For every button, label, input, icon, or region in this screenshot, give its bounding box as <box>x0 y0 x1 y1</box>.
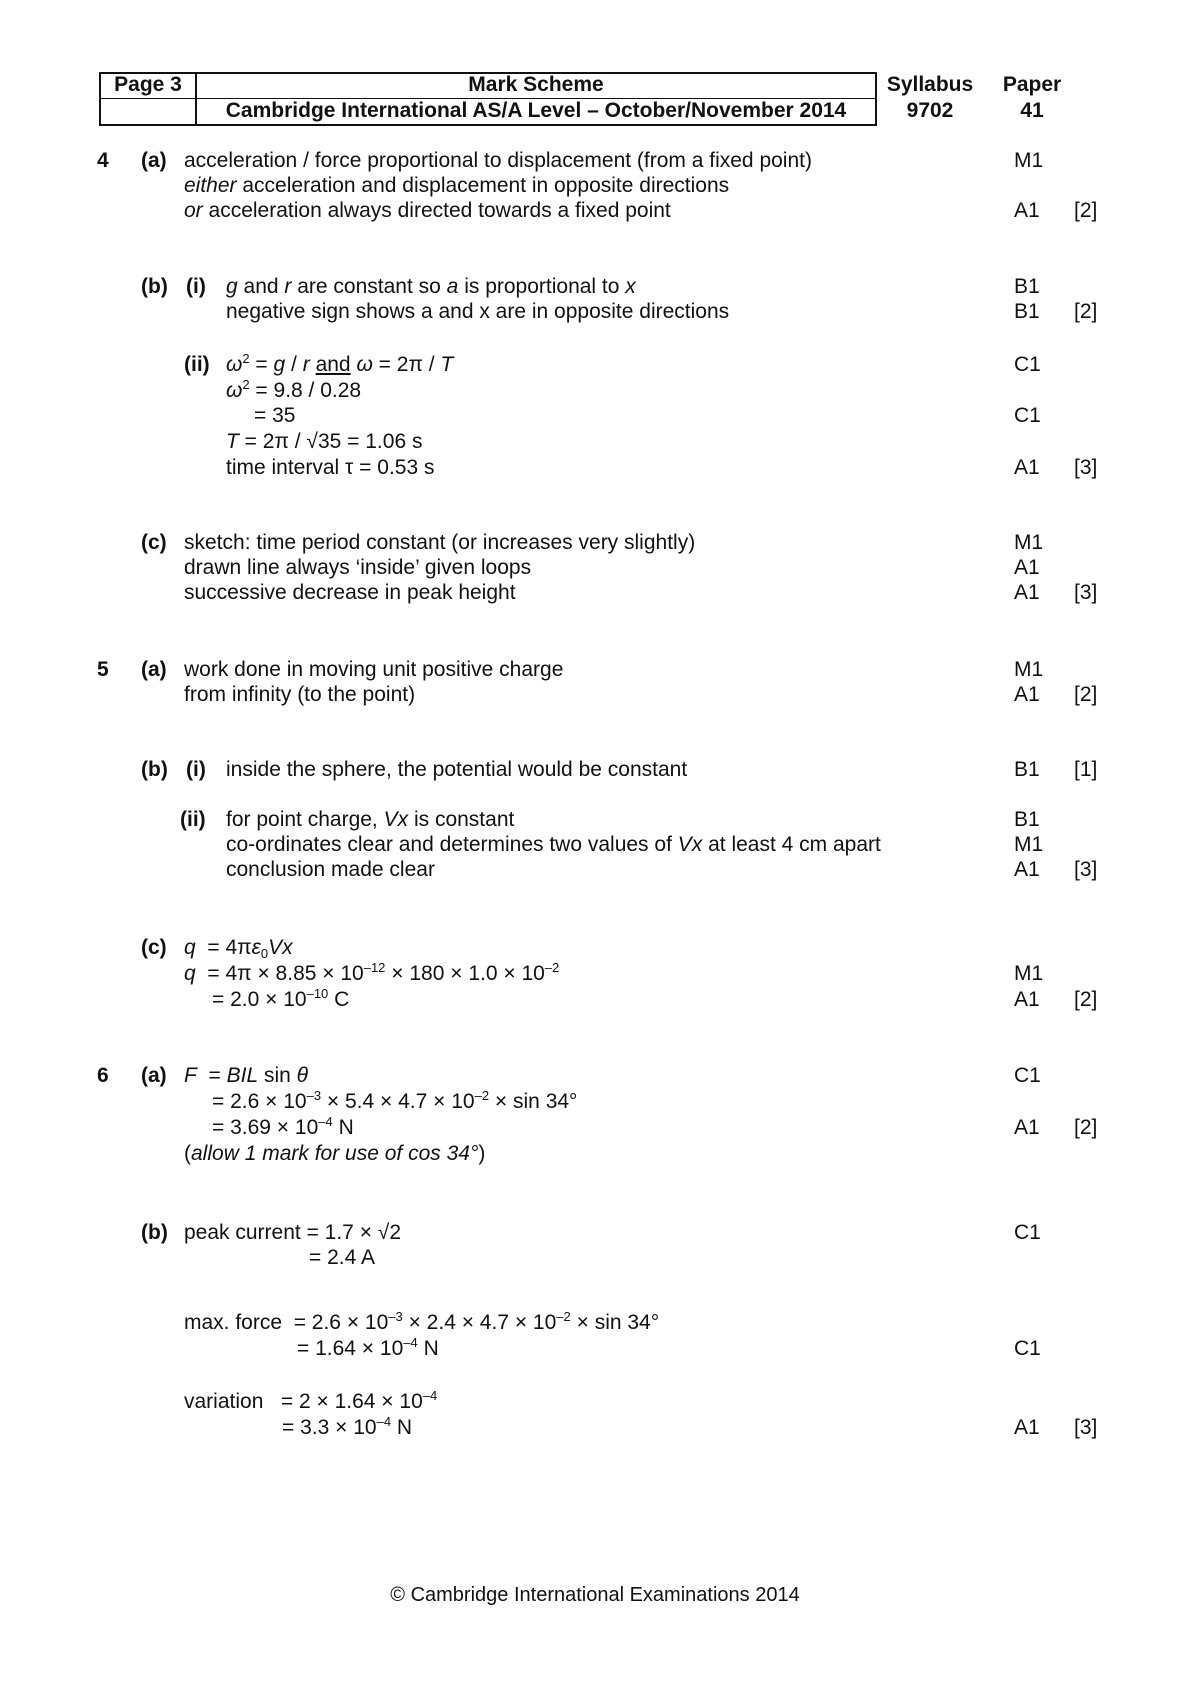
equation-line: peak current = 1.7 × √2 <box>184 1221 401 1244</box>
equation-line: F = BIL sin θ <box>184 1064 309 1087</box>
equation-line: = $3.69 \times 10^{-4}$ N <box>212 1114 354 1139</box>
part-label: (c) <box>141 531 167 554</box>
subpart-label: (i) <box>186 758 206 781</box>
answer-line: successive decrease in peak height <box>184 581 516 604</box>
mark-total: [3] <box>1074 456 1098 479</box>
answer-line: from infinity (to the point) <box>184 683 416 706</box>
answer-line: co-ordinates clear and determines two values of Vx at least 4 cm apart <box>226 833 881 856</box>
copyright-footer: © Cambridge International Examinations 2014 <box>390 1584 800 1606</box>
equation-line: variation = $2 \times 1.64 \times 10^{-4}$ <box>184 1388 438 1413</box>
subpart-label: (ii) <box>180 808 206 831</box>
mark: A1 <box>1014 199 1040 222</box>
mark: B1 <box>1014 275 1040 298</box>
mark: A1 <box>1014 858 1040 881</box>
mark: M1 <box>1014 962 1044 985</box>
answer-line: or acceleration always directed towards a fixed point <box>184 199 671 222</box>
part-label: (a) <box>141 658 167 681</box>
answer-line: negative sign shows a and x are in opposite directions <box>226 300 730 323</box>
paper-number: 41 <box>1020 99 1044 122</box>
page-number: Page 3 <box>114 73 182 96</box>
mark: M1 <box>1014 149 1044 172</box>
mark: M1 <box>1014 833 1044 856</box>
mark-total: [2] <box>1074 300 1098 323</box>
mark: B1 <box>1014 300 1040 323</box>
mark-total: [2] <box>1074 988 1098 1011</box>
subpart-label: (i) <box>186 275 206 298</box>
mark: A1 <box>1014 683 1040 706</box>
mark: A1 <box>1014 1116 1040 1139</box>
equation-line: = $3.3 \times 10^{-4}$ N <box>282 1414 413 1439</box>
mark: C1 <box>1014 1337 1041 1360</box>
answer-line: work done in moving unit positive charge <box>184 658 564 681</box>
answer-line: for point charge, Vx is constant <box>226 808 515 831</box>
mark: A1 <box>1014 456 1040 479</box>
mark-total: [3] <box>1074 581 1098 604</box>
syllabus-label: Syllabus <box>886 73 974 96</box>
mark: C1 <box>1014 353 1041 376</box>
equation-line: time interval τ = 0.53 s <box>226 456 435 479</box>
mark: C1 <box>1014 404 1041 427</box>
part-label: (b) <box>141 758 168 781</box>
mark: C1 <box>1014 1221 1041 1244</box>
mark-total: [2] <box>1074 199 1098 222</box>
doc-title: Mark Scheme <box>468 73 604 96</box>
answer-line: sketch: time period constant (or increases very slightly) <box>184 531 696 554</box>
subpart-label: (ii) <box>184 353 210 376</box>
mark: A1 <box>1014 556 1040 579</box>
equation-line: = $1.64 \times 10^{-4}$ N <box>297 1335 439 1360</box>
answer-line: conclusion made clear <box>226 858 435 881</box>
part-label: (a) <box>141 149 167 172</box>
part-label: (a) <box>141 1064 167 1087</box>
equation-line: $\omega^2 = 9.8 / 0.28$ <box>226 377 362 402</box>
mark-total: [3] <box>1074 858 1098 881</box>
answer-line: acceleration / force proportional to displacement (from a fixed point) <box>184 149 812 172</box>
equation-line: = $2.6 \times 10^{-3} \times 5.4 \times 4.7 \times 10^{-2} \times \sin 34^\circ$ <box>212 1088 578 1113</box>
answer-line: either acceleration and displacement in opposite directions <box>184 174 730 197</box>
equation-line: = 2.4 A <box>309 1246 375 1269</box>
mark: M1 <box>1014 658 1044 681</box>
mark: B1 <box>1014 758 1040 781</box>
equation-line: $q = 4\pi \times 8.85 \times 10^{-12} \times 180 \times 1.0 \times 10^{-2}$ <box>184 960 560 985</box>
equation-line: = $2.0 \times 10^{-10}$ C <box>212 986 350 1011</box>
answer-line: drawn line always ‘inside’ given loops <box>184 556 532 579</box>
answer-line: inside the sphere, the potential would be constant <box>226 758 688 781</box>
part-label: (b) <box>141 275 168 298</box>
doc-subtitle: Cambridge International AS/A Level – October/November 2014 <box>225 99 847 122</box>
mark-total: [2] <box>1074 683 1098 706</box>
part-label: (c) <box>141 936 167 959</box>
mark: M1 <box>1014 531 1044 554</box>
question-number: 6 <box>97 1064 109 1087</box>
question-number: 5 <box>97 658 109 681</box>
paper-label: Paper <box>1002 73 1062 96</box>
equation-line: $\omega^2 = g / r$ and ω = 2π / T <box>226 351 454 376</box>
mark: B1 <box>1014 808 1040 831</box>
answer-line: g and r are constant so a is proportional to x <box>226 275 636 298</box>
syllabus-code: 9702 <box>906 99 954 122</box>
question-number: 4 <box>97 149 109 172</box>
equation-line: $q = 4\pi\varepsilon_0Vx$ <box>184 936 293 961</box>
mark-total: [3] <box>1074 1416 1098 1439</box>
mark: C1 <box>1014 1064 1041 1087</box>
equation-line: max. force = $2.6 \times 10^{-3} \times 2.4 \times 4.7 \times 10^{-2} \times \sin 34^\circ$ <box>184 1309 660 1334</box>
equation-line: T = 2π / √35 = 1.06 s <box>226 430 423 453</box>
mark-total: [1] <box>1074 758 1098 781</box>
mark: A1 <box>1014 581 1040 604</box>
mark-total: [2] <box>1074 1116 1098 1139</box>
answer-note: (allow 1 mark for use of cos 34°) <box>184 1142 486 1165</box>
equation-line: = 35 <box>254 404 296 427</box>
mark: A1 <box>1014 988 1040 1011</box>
part-label: (b) <box>141 1221 168 1244</box>
mark: A1 <box>1014 1416 1040 1439</box>
